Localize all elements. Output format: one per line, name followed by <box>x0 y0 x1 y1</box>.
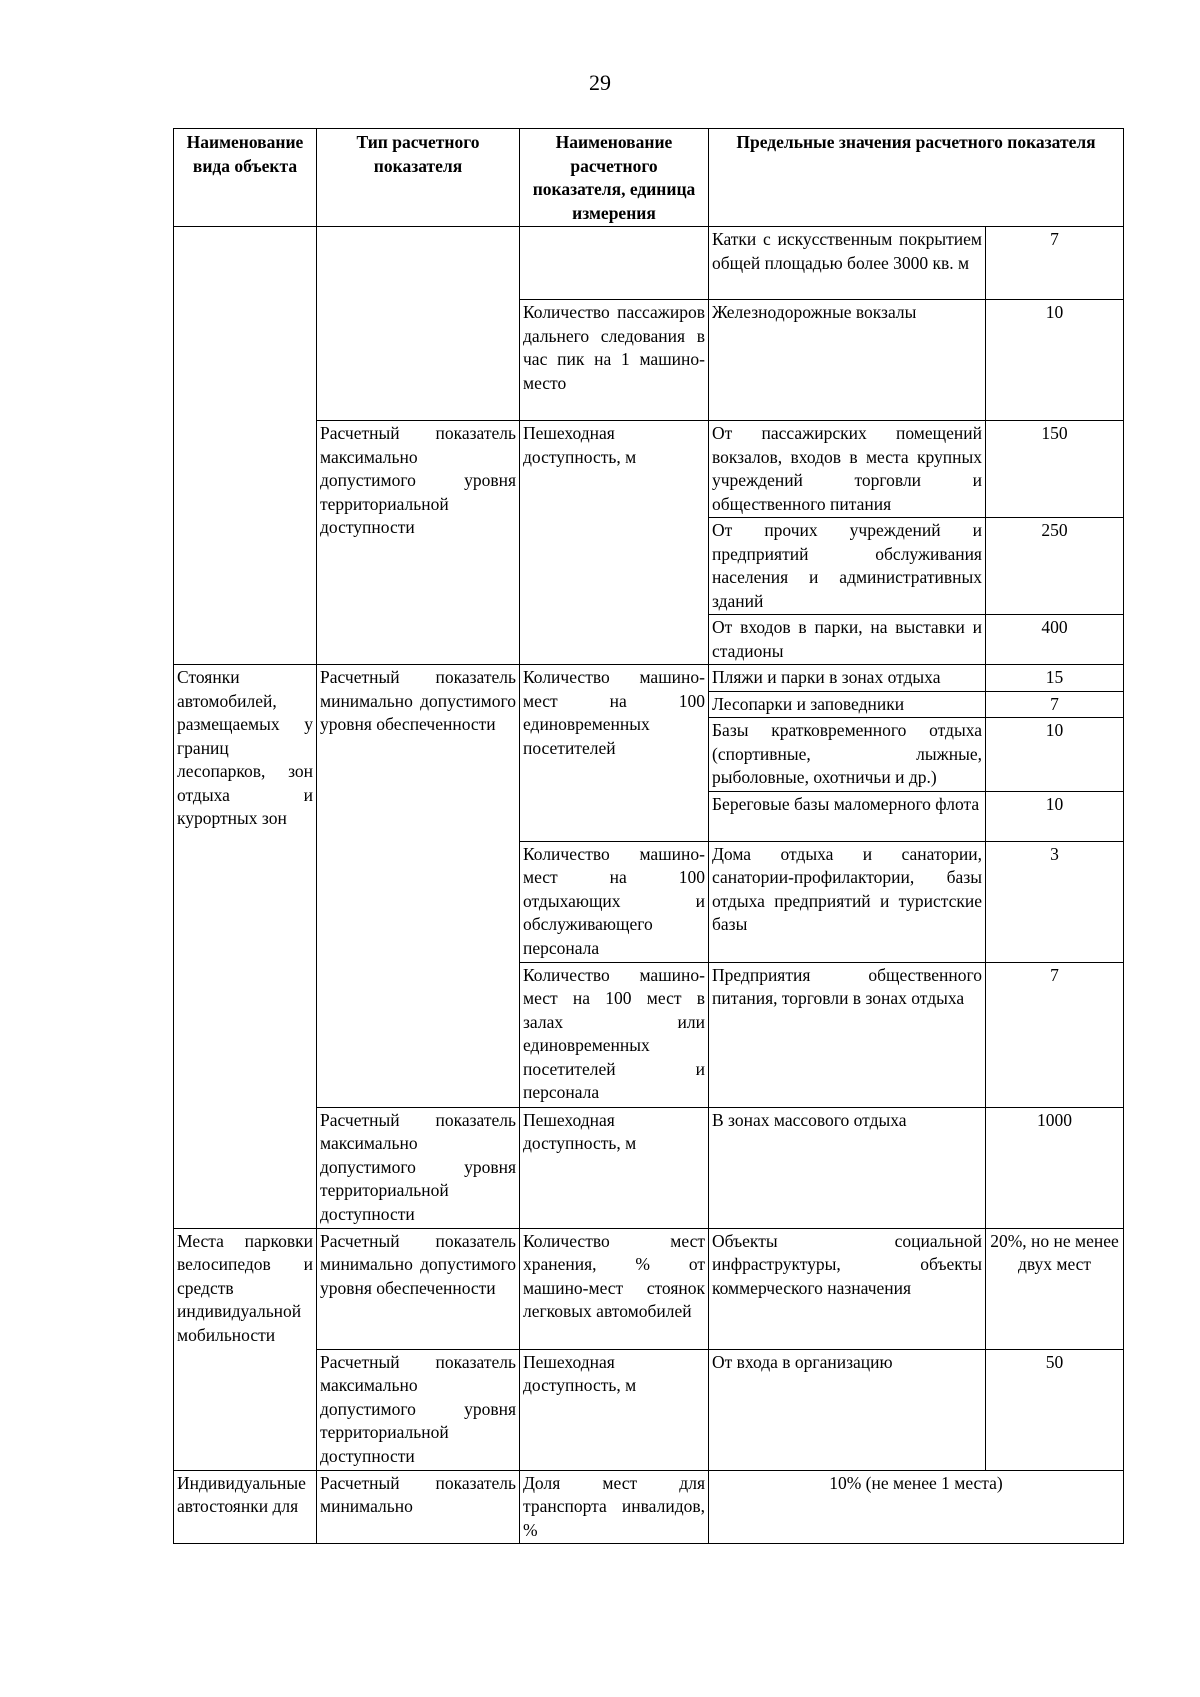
cell-facility: От пассажирских помещений вокзалов, входов в места крупных учреждений торговли и общественного питания <box>709 421 986 518</box>
cell-value: 7 <box>986 691 1124 718</box>
cell-value: 400 <box>986 615 1124 665</box>
cell-indicator-name: Количество машино-мест на 100 отдыхающих и обслуживающего персонала <box>520 841 709 962</box>
cell-facility: Базы кратковременного отдыха (спортивные, лыжные, рыболовные, охотничьи и др.) <box>709 718 986 792</box>
cell-indicator-name: Количество мест хранения, % от машино-мест стоянок легковых автомобилей <box>520 1228 709 1349</box>
cell-facility: Катки с искусственным покрытием общей площадью более 3000 кв. м <box>709 227 986 300</box>
cell-indicator-type: Расчетный показатель минимально <box>317 1470 520 1544</box>
cell-facility: Дома отдыха и санатории, санатории-профилактории, базы отдыха предприятий и туристские базы <box>709 841 986 962</box>
table-row <box>174 665 1124 692</box>
header-indicator-name: Наименование расчетного показателя, единица измерения <box>520 129 709 227</box>
cell-facility: Лесопарки и заповедники <box>709 691 986 718</box>
cell-value: 10% (не менее 1 места) <box>709 1470 1124 1544</box>
table-row <box>174 1228 1124 1349</box>
cell-indicator-type: Расчетный показатель минимально допустимого уровня обеспеченности <box>317 665 520 1108</box>
header-object-type: Наименование вида объекта <box>174 129 317 227</box>
cell-indicator-type: Расчетный показатель максимально допустимого уровня территориальной доступности <box>317 1349 520 1470</box>
cell-indicator-type: Расчетный показатель минимально допустимого уровня обеспеченности <box>317 1228 520 1349</box>
cell-facility: Береговые базы маломерного флота <box>709 791 986 841</box>
cell-object-type: Индивидуальные автостоянки для <box>174 1470 317 1544</box>
header-limit-values: Предельные значения расчетного показателя <box>709 129 1124 227</box>
cell-indicator-name: Доля мест для транспорта инвалидов, % <box>520 1470 709 1544</box>
table-row <box>174 1349 1124 1470</box>
cell-value: 10 <box>986 718 1124 792</box>
cell-value: 7 <box>986 227 1124 300</box>
table-row <box>174 421 1124 518</box>
cell-facility: Пляжи и парки в зонах отдыха <box>709 665 986 692</box>
cell-indicator-name: Пешеходная доступность, м <box>520 421 709 665</box>
page-number: 29 <box>589 70 611 95</box>
cell-value: 50 <box>986 1349 1124 1470</box>
cell-value: 3 <box>986 841 1124 962</box>
cell-indicator-type: Расчетный показатель максимально допустимого уровня территориальной доступности <box>317 421 520 665</box>
cell-indicator-name: Количество машино-мест на 100 мест в залах или единовременных посетителей и персонала <box>520 962 709 1107</box>
cell-facility: Предприятия общественного питания, торговли в зонах отдыха <box>709 962 986 1107</box>
cell-facility: От прочих учреждений и предприятий обслуживания населения и административных зданий <box>709 518 986 615</box>
cell-value: 10 <box>986 300 1124 421</box>
cell-indicator-name: Количество машино-мест на 100 единовременных посетителей <box>520 665 709 842</box>
cell-indicator-type: Расчетный показатель максимально допустимого уровня территориальной доступности <box>317 1107 520 1228</box>
cell-value: 7 <box>986 962 1124 1107</box>
cell-facility: Железнодорожные вокзалы <box>709 300 986 421</box>
cell-value: 15 <box>986 665 1124 692</box>
cell-value: 250 <box>986 518 1124 615</box>
table-row <box>174 1107 1124 1228</box>
cell-value: 10 <box>986 791 1124 841</box>
cell-object-type: Стоянки автомобилей, размещаемых у границ лесопарков, зон отдыха и курортных зон <box>174 665 317 1229</box>
cell-facility: В зонах массового отдыха <box>709 1107 986 1228</box>
table-row <box>174 1470 1124 1544</box>
header-indicator-type: Тип расчетного показателя <box>317 129 520 227</box>
cell-object-type: Места парковки велосипедов и средств индивидуальной мобильности <box>174 1228 317 1470</box>
cell-facility: От входов в парки, на выставки и стадионы <box>709 615 986 665</box>
cell-object-empty <box>174 227 317 665</box>
cell-indicator-name: Пешеходная доступность, м <box>520 1107 709 1228</box>
norms-table <box>173 128 1124 1544</box>
cell-name-empty <box>520 227 709 300</box>
cell-value: 150 <box>986 421 1124 518</box>
cell-value: 1000 <box>986 1107 1124 1228</box>
table-row <box>174 227 1124 300</box>
cell-indicator-name: Пешеходная доступность, м <box>520 1349 709 1470</box>
cell-type-empty <box>317 227 520 421</box>
cell-value: 20%, но не менее двух мест <box>986 1228 1124 1349</box>
table-header <box>174 129 1124 227</box>
cell-facility: Объекты социальной инфраструктуры, объекты коммерческого назначения <box>709 1228 986 1349</box>
cell-facility: От входа в организацию <box>709 1349 986 1470</box>
cell-indicator-name: Количество пассажиров дальнего следования в час пик на 1 машино-место <box>520 300 709 421</box>
